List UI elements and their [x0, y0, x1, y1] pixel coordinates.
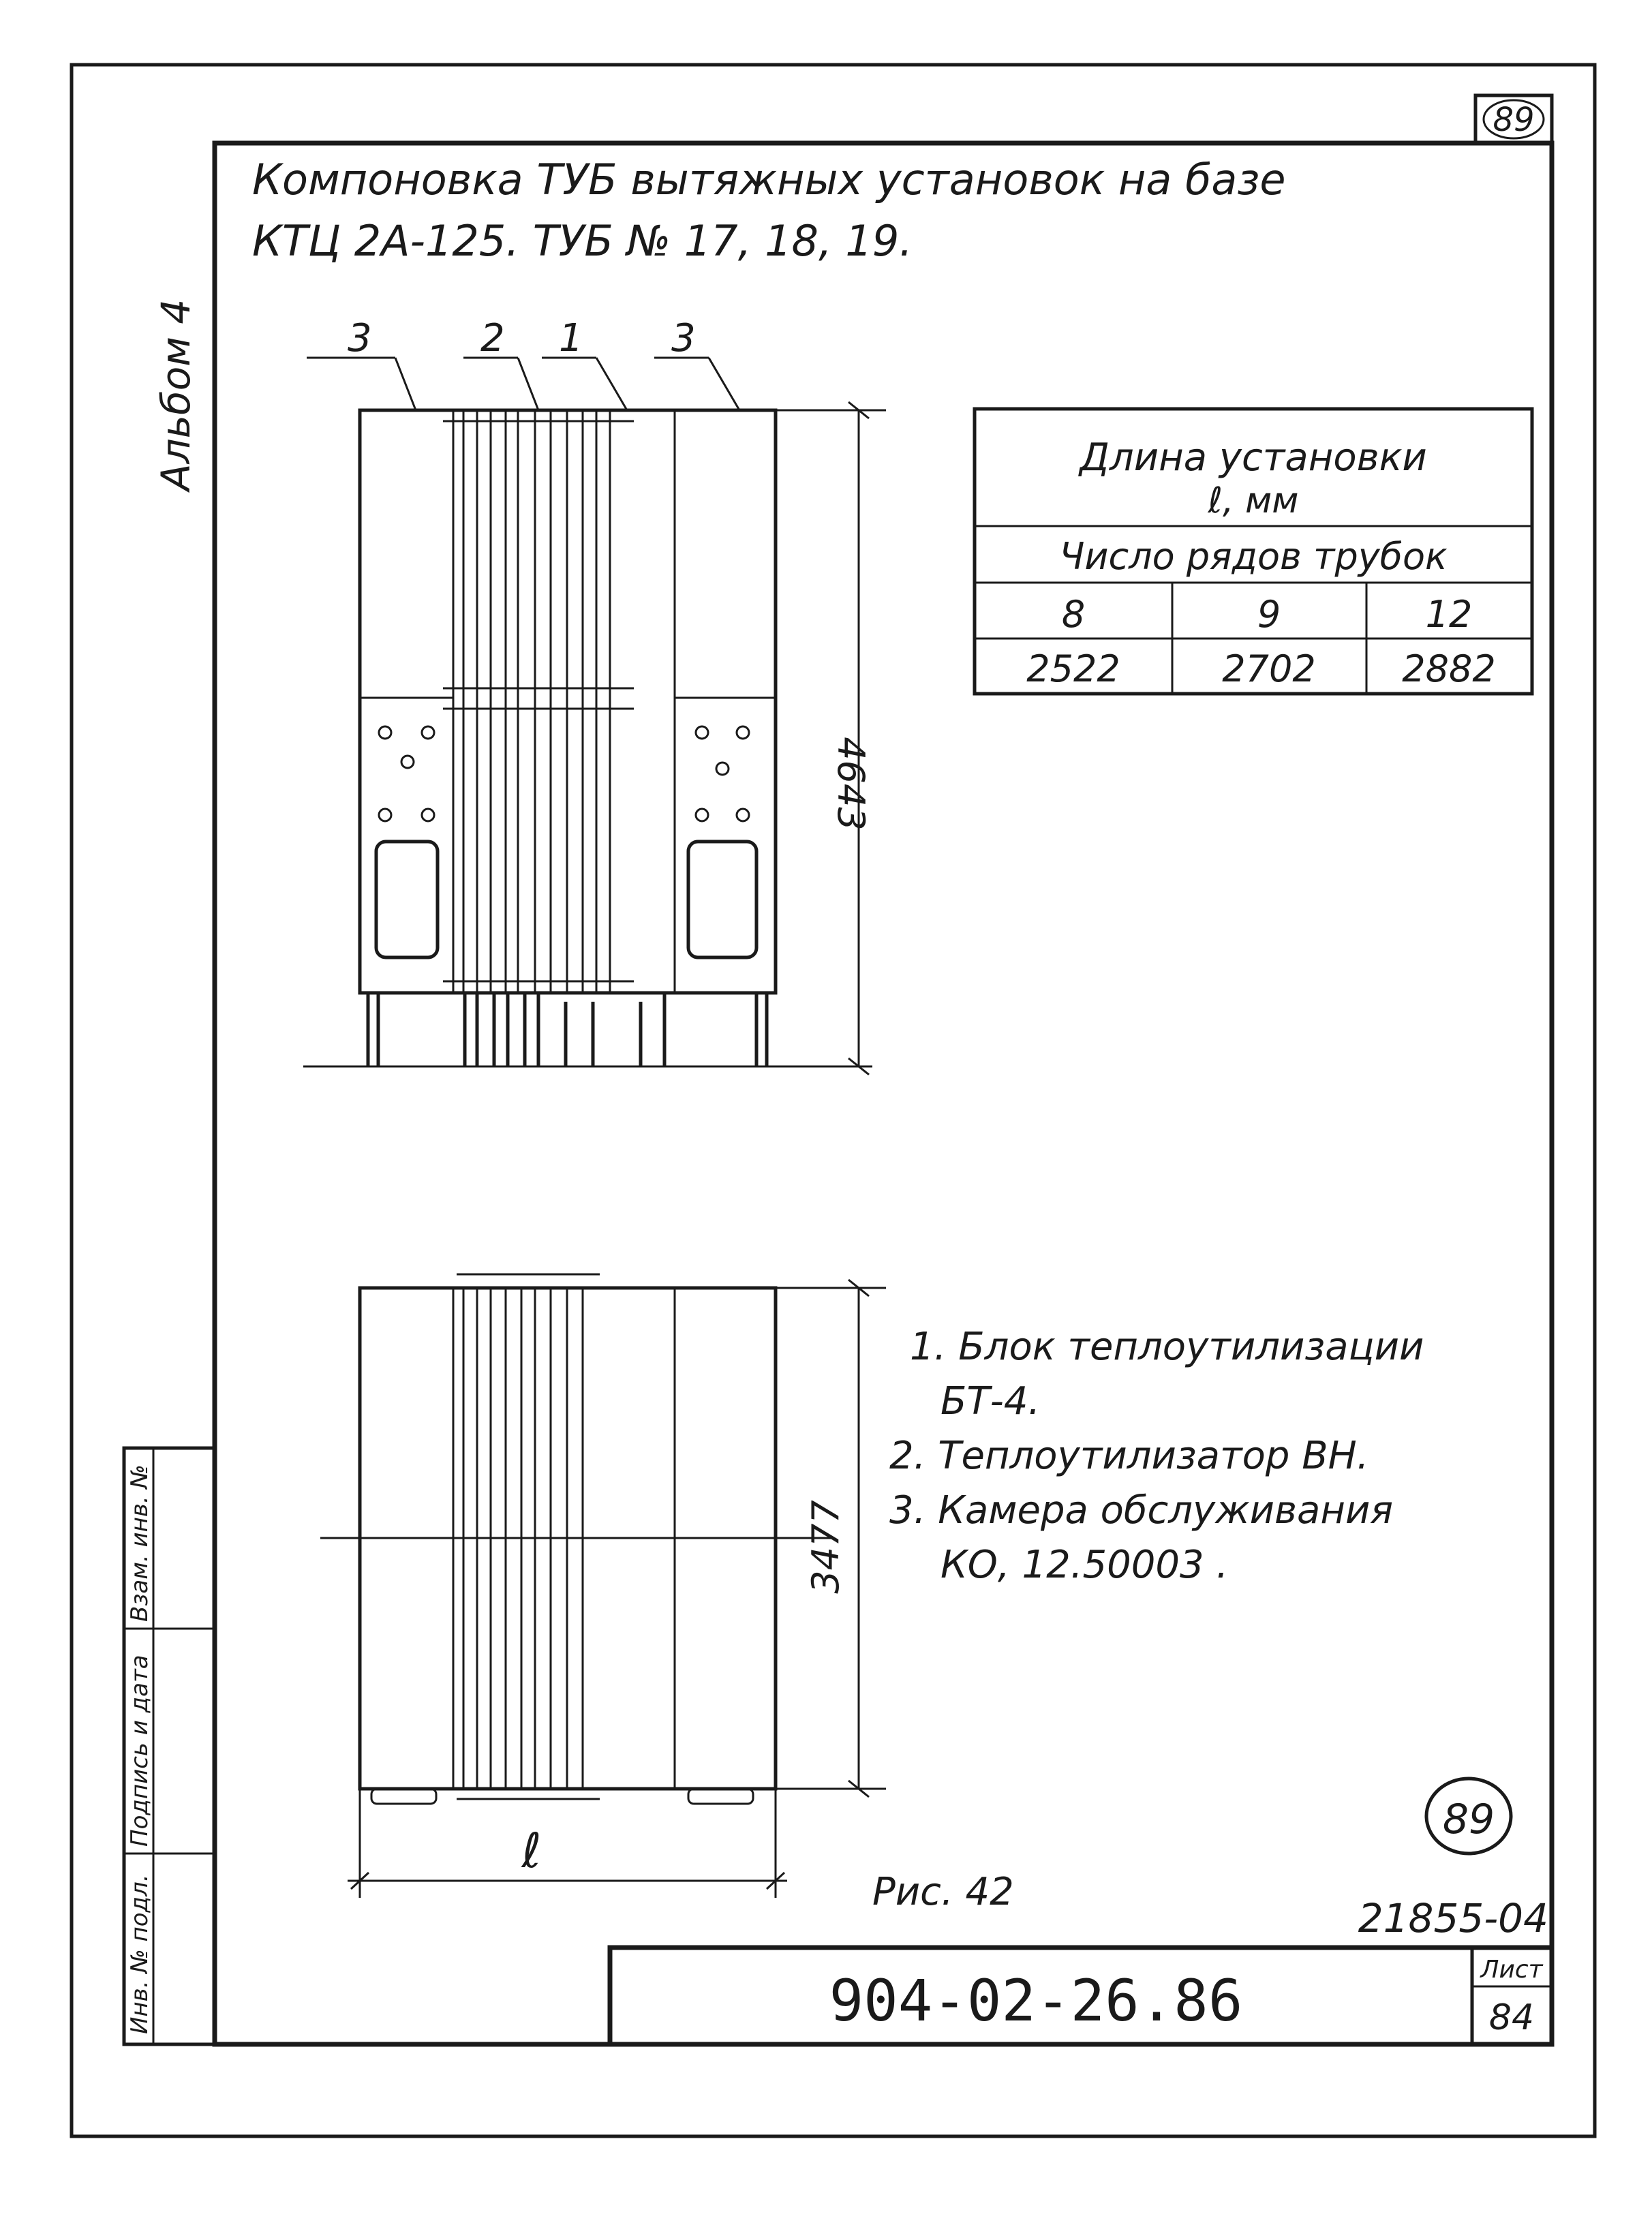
page-number-box: [1475, 95, 1552, 143]
table-header-line2: ℓ, мм: [1208, 480, 1299, 521]
side-stamp-vzam-inv: Взам. инв. №: [126, 1464, 153, 1622]
side-stamp: [124, 1448, 215, 2044]
legend: [889, 1325, 1424, 1587]
outer-frame: [72, 65, 1595, 2136]
legend-item-3: 3. Камера обслуживания: [889, 1488, 1394, 1533]
table-value-2702: 2702: [1222, 647, 1316, 690]
sheet-label: Лист: [1480, 1956, 1543, 1984]
table-col-8: 8: [1061, 593, 1086, 636]
length-table: [975, 409, 1532, 694]
title-line-1: Компоновка ТУБ вытяжных установок на базе: [252, 155, 1286, 204]
document-code: 904-02-26.86: [829, 1967, 1243, 2034]
tube-bundle: [463, 410, 596, 993]
door-right: [688, 842, 756, 957]
legend-item-2: 2. Теплоутилизатор ВН.: [889, 1434, 1369, 1478]
order-number: 21855-04: [1358, 1895, 1548, 1941]
front-height-dimension: 4643: [829, 737, 872, 831]
plan-depth-dimension: 3477: [804, 1500, 847, 1594]
page-number: 89: [1493, 101, 1535, 139]
callout-3-right: 3: [671, 316, 696, 360]
side-stamp-signature-date: Подпись и дата: [126, 1655, 153, 1847]
plan-view: [320, 1274, 886, 1898]
title-line-2: КТЦ 2А-125. ТУБ № 17, 18, 19.: [252, 216, 913, 266]
inner-frame: [215, 143, 1552, 2044]
stamp-number: 89: [1442, 1796, 1495, 1843]
front-elevation: [303, 316, 886, 1075]
legend-item-3-cont: КО, 12.50003 .: [940, 1543, 1229, 1587]
callout-3-left: 3: [348, 316, 372, 360]
legs: [368, 993, 767, 1066]
sheet-number: 84: [1488, 1997, 1535, 2038]
table-col-12: 12: [1425, 593, 1473, 636]
table-subheader: Число рядов трубок: [1059, 535, 1448, 578]
stamp-89: [1426, 1779, 1511, 1854]
door-left: [376, 842, 438, 957]
side-stamp-inv-podl: Инв. № подл.: [126, 1874, 153, 2034]
table-value-2522: 2522: [1026, 647, 1120, 690]
legend-item-1: 1. Блок теплоутилизации: [910, 1325, 1424, 1369]
table-header-line1: Длина установки: [1080, 435, 1427, 480]
title-block: [610, 1948, 1552, 2044]
figure-caption: Рис. 42: [872, 1870, 1014, 1914]
legend-item-1-cont: БТ-4.: [940, 1379, 1041, 1424]
album-label: Альбом 4: [153, 298, 199, 491]
table-value-2882: 2882: [1402, 647, 1496, 690]
callout-2: 2: [480, 316, 505, 360]
length-symbol: ℓ: [521, 1823, 542, 1879]
callout-1: 1: [559, 316, 583, 360]
table-col-9: 9: [1257, 593, 1281, 636]
